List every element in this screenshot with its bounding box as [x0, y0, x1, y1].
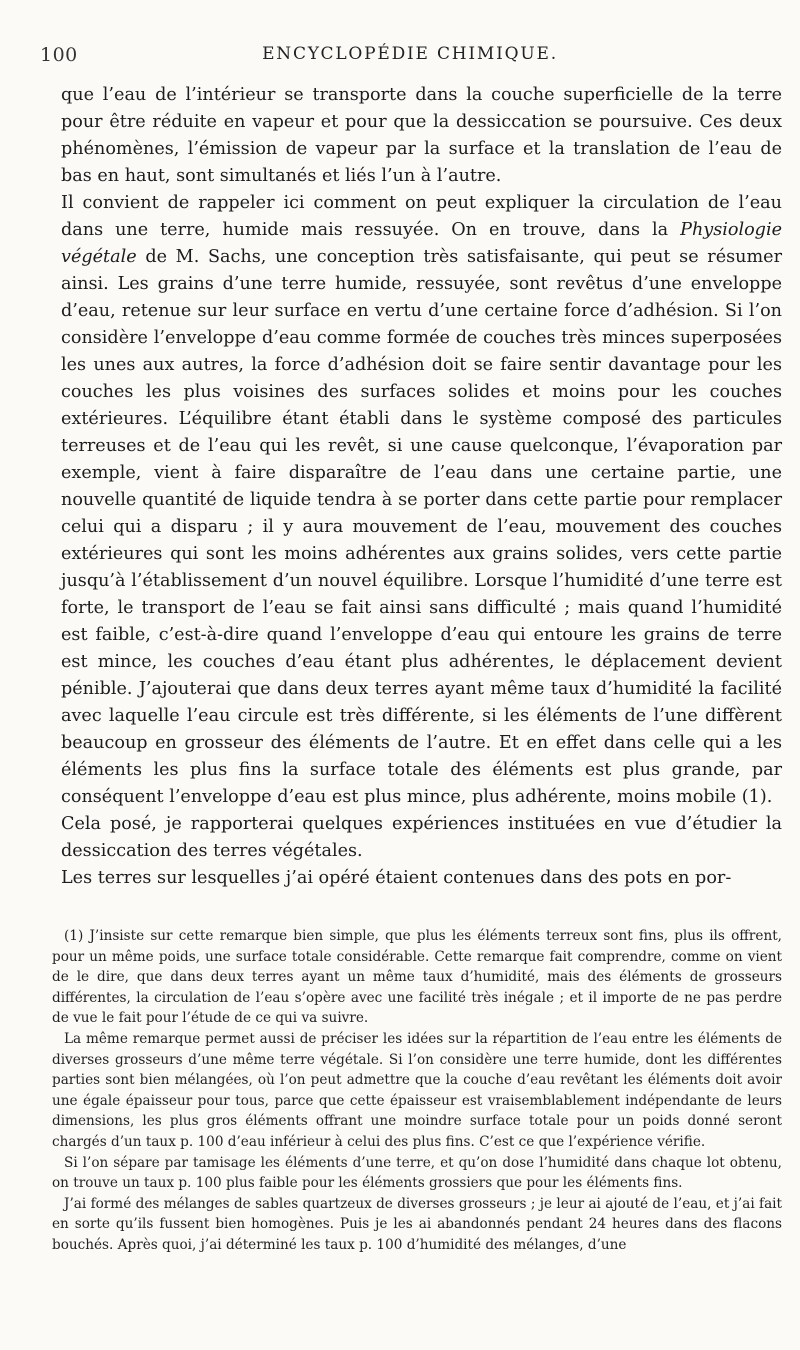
paragraph-2-text-a: Il convient de rappeler ici comment on peut expliquer la circulation de l’eau dans une terre, humide mais ressuyée. On en trouve, dans la [61, 193, 782, 240]
book-title-physiologie: Physiologie végétale [61, 220, 782, 267]
paragraph-2-text-b: de M. Sachs, une conception très satisfaisante, qui peut se résumer ainsi. Les grains d’une terre humide, ressuyée, sont revêtus d’une enveloppe d’eau, retenue sur leur surface en vertu d’une certaine force d’adhésion. Si l’on considère l’enveloppe d’eau comme formée de couches très minces superposées les unes aux autres, la force d’adhésion doit se faire sentir davantage pour les couches les plus voisines des surfaces solides et moins pour les couches extérieures. L’équilibre étant établi dans le système composé des particules terreuses et de l’eau qui les revêt, si une cause quelconque, l’évaporation par exemple, vient à faire disparaître de l’eau dans une certaine partie, une nouvelle quantité de liquide tendra à se porter dans cette partie pour remplacer celui qui a disparu ; il y aura mouvement de l’eau, mouvement des couches extérieures qui sont les moins adhérentes aux grains solides, vers cette partie jusqu’à l’établissement d’un nouvel équilibre. Lorsque l’humidité d’une terre est forte, le transport de l’eau se fait ainsi sans difficulté ; mais quand l’humidité est faible, c’est-à-dire quand l’enveloppe d’eau qui entoure les grains de terre est mince, les couches d’eau étant plus adhérentes, le déplacement devient pénible. J’ajouterai que dans deux terres ayant même taux d’humidité la facilité avec laquelle l’eau circule est très différente, si les éléments de l’une diffèrent beaucoup en grosseur des éléments de l’autre. Et en effet dans celle qui a les éléments les plus fins la surface totale des éléments est plus grande, par conséquent l’enveloppe d’eau est plus mince, plus adhérente, moins mobile (1). [61, 247, 782, 807]
paragraph-3: Cela posé, je rapporterai quelques expériences instituées en vue d’étudier la dessiccation des terres végétales. [61, 814, 782, 861]
footnotes [52, 926, 782, 1256]
page-header [40, 40, 780, 70]
footnote-1: (1) J’insiste sur cette remarque bien simple, que plus les éléments terreux sont fins, plus ils offrent, pour un même poids, une surface totale considérable. Cette remarque fait comprendre, comme on vient de le dire, que dans deux terres ayant un même taux d’humidité, mais des éléments de grosseurs différentes, la circulation de l’eau s’opère avec une facilité très inégale ; et il importe de ne pas perdre de vue le fait pour l’étude de ce qui va suivre. [52, 928, 782, 1027]
paragraph-1: que l’eau de l’intérieur se transporte dans la couche superficielle de la terre pour être réduite en vapeur et pour que la dessiccation se poursuive. Ces deux phénomènes, l’émission de vapeur par la surface et la translation de l’eau de bas en haut, sont simultanés et liés l’un à l’autre. [61, 85, 782, 186]
footnote-2: La même remarque permet aussi de préciser les idées sur la répartition de l’eau entre les éléments de diverses grosseurs d’une même terre végétale. Si l’on considère une terre humide, dont les différentes parties sont bien mélangées, où l’on peut admettre que la couche d’eau revêtant les éléments doit avoir une égale épaisseur pour tous, parce que cette épaisseur est vraisemblablement indépendante de leurs dimensions, les plus gros éléments offrant une moindre surface totale pour un poids donné seront chargés d’un taux p. 100 d’eau inférieur à celui des plus fins. C’est ce que l’expérience vérifie. [52, 1030, 782, 1150]
running-title: ENCYCLOPÉDIE CHIMIQUE. [262, 44, 558, 64]
paragraph-2 [61, 190, 782, 811]
main-text [61, 82, 782, 892]
page-number: 100 [40, 44, 78, 66]
paragraph-4: Les terres sur lesquelles j’ai opéré étaient contenues dans des pots en por- [61, 868, 732, 888]
footnote-4: J’ai formé des mélanges de sables quartzeux de diverses grosseurs ; je leur ai ajouté de l’eau, et j’ai fait en sorte qu’ils fussent bien homogènes. Puis je les ai abandonnés pendant 24 heures dans des flacons bouchés. Après quoi, j’ai déterminé les taux p. 100 d’humidité des mélanges, d’une [52, 1195, 782, 1253]
footnote-3: Si l’on sépare par tamisage les éléments d’une terre, et qu’on dose l’humidité dans chaque lot obtenu, on trouve un taux p. 100 plus faible pour les éléments grossiers que pour les éléments fins. [52, 1154, 782, 1192]
